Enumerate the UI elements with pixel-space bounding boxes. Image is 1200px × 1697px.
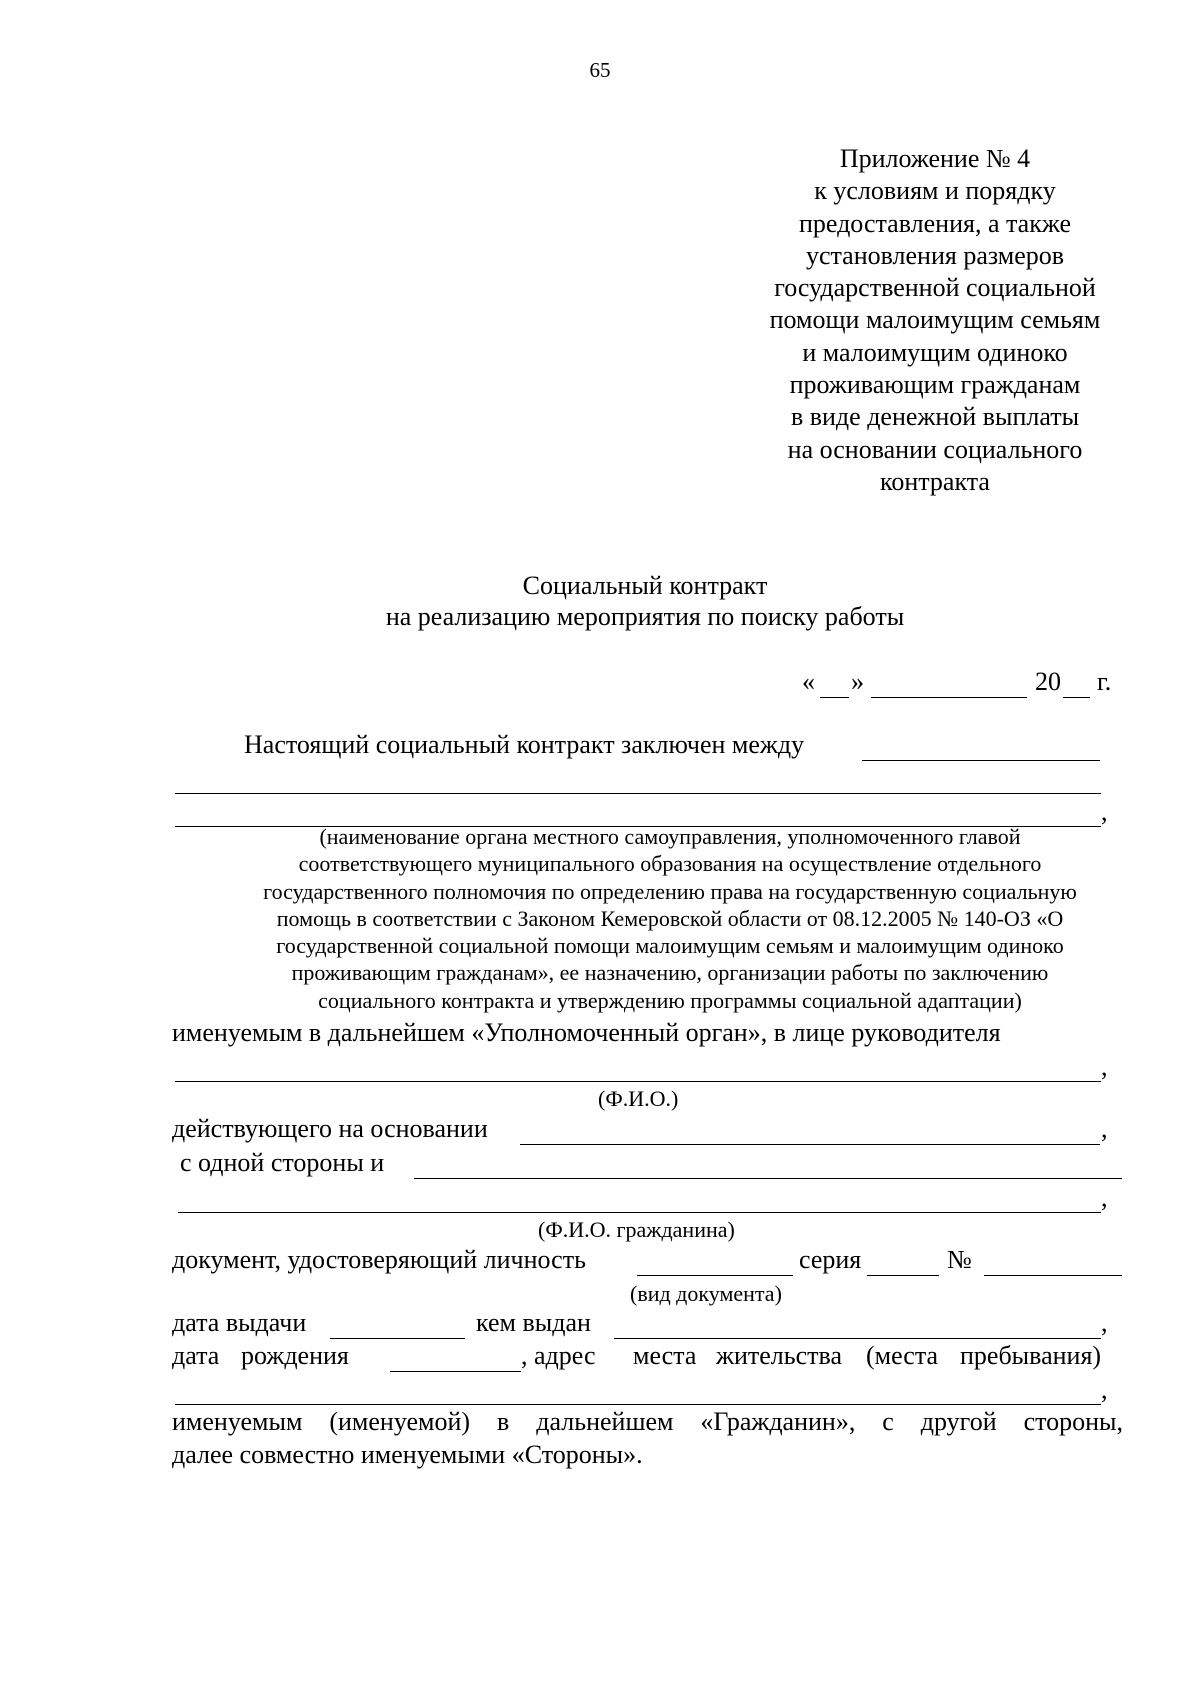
appendix-line: проживающим гражданам — [789, 370, 1081, 400]
comma: , — [1101, 1375, 1108, 1404]
caption-line: проживающим гражданам», ее назначению, организации работы по заключению — [291, 960, 1049, 986]
address-word: (места — [866, 1341, 939, 1370]
closing-word: дальнейшем — [536, 1407, 674, 1436]
authority-field-2[interactable] — [175, 793, 1101, 794]
doc-type-caption: (вид документа) — [630, 1281, 782, 1306]
head-fio-field[interactable] — [175, 1081, 1101, 1082]
address-field[interactable] — [175, 1404, 1101, 1405]
comma: , — [1101, 1183, 1108, 1212]
birth-date-field[interactable] — [390, 1371, 521, 1372]
issue-date-field[interactable] — [330, 1338, 465, 1339]
date-open-quote: « — [802, 667, 815, 696]
month-field[interactable] — [871, 697, 1027, 698]
appendix-line: контракта — [880, 466, 990, 496]
number-label: № — [947, 1245, 972, 1274]
authority-field-1[interactable] — [862, 760, 1100, 761]
closing-word: другой — [920, 1407, 997, 1436]
caption-line: социального контракта и утверждению программы социальной адаптации) — [318, 987, 1022, 1013]
one-side-text: с одной стороны и — [180, 1148, 385, 1177]
caption-line: соответствующего муниципального образования на осуществление отдельного — [298, 851, 1042, 877]
appendix-line: помощи малоимущим семьям — [769, 305, 1101, 335]
issued-by-label: кем выдан — [476, 1308, 591, 1337]
appendix-line: к условиям и порядку — [814, 176, 1056, 206]
citizen-field-1[interactable] — [414, 1178, 1122, 1179]
authority-caption — [150, 823, 1190, 1014]
named-as-text: именуемым в дальнейшем «Уполномоченный орган», в лице руководителя — [172, 1018, 1001, 1047]
closing-line-1 — [172, 1407, 1123, 1437]
address-word: , адрес — [521, 1341, 596, 1370]
caption-line: государственного полномочия по определению права на государственную социальную — [263, 878, 1077, 904]
citizen-field-2[interactable] — [178, 1212, 1101, 1213]
basis-field[interactable] — [520, 1144, 1100, 1145]
closing-word: (именуемой) — [329, 1407, 471, 1436]
intro-text: Настоящий социальный контракт заключен между — [244, 730, 805, 759]
number-field[interactable] — [984, 1275, 1122, 1276]
day-field[interactable] — [820, 697, 849, 698]
appendix-line: на основании социального — [787, 434, 1083, 464]
comma: , — [1101, 1114, 1108, 1143]
comma: , — [1101, 1052, 1108, 1081]
closing-word: именуемым — [172, 1407, 303, 1436]
date-close-quote: » — [851, 667, 864, 696]
caption-line: государственной социальной помощи малоимущим семьям и малоимущим одиноко — [276, 933, 1064, 959]
closing-word: стороны, — [1023, 1407, 1124, 1436]
issue-date-label: дата выдачи — [172, 1308, 307, 1337]
appendix-line: и малоимущим одиноко — [802, 337, 1068, 367]
closing-word: «Гражданин», — [700, 1407, 856, 1436]
series-label: серия — [799, 1245, 862, 1274]
document-title: Социальный контракт — [522, 571, 768, 600]
closing-word: с — [882, 1407, 894, 1436]
appendix-line: государственной социальной — [774, 273, 1096, 303]
comma: , — [1101, 1308, 1108, 1337]
appendix-line: установления размеров — [805, 240, 1065, 270]
appendix-header — [700, 143, 1170, 498]
document-subtitle: на реализацию мероприятия по поиску работы — [385, 602, 905, 631]
appendix-line: предоставления, а также — [798, 208, 1072, 238]
address-word: места — [633, 1341, 697, 1370]
address-word: жительства — [716, 1341, 842, 1370]
closing-line-2: далее совместно именуемыми «Стороны». — [172, 1440, 643, 1469]
page-number: 65 — [589, 58, 611, 82]
citizen-caption: (Ф.И.О. гражданина) — [538, 1217, 735, 1242]
closing-word: в — [497, 1407, 510, 1436]
appendix-line: в виде денежной выплаты — [790, 402, 1080, 432]
birth-word: дата — [172, 1341, 220, 1370]
appendix-line: Приложение № 4 — [839, 144, 1031, 173]
series-field[interactable] — [867, 1275, 939, 1276]
issued-by-field[interactable] — [614, 1338, 1101, 1339]
birth-word: рождения — [241, 1341, 349, 1370]
year-suffix: г. — [1097, 667, 1112, 696]
fio-caption: (Ф.И.О.) — [598, 1086, 679, 1111]
comma: , — [1101, 797, 1108, 826]
year-field[interactable] — [1063, 697, 1090, 698]
acting-basis-text: действующего на основании — [172, 1114, 488, 1143]
doc-type-field[interactable] — [637, 1275, 793, 1276]
id-doc-label: документ, удостоверяющий личность — [172, 1245, 586, 1274]
caption-line: помощь в соответствии с Законом Кемеровской области от 08.12.2005 № 140-ОЗ «О — [276, 905, 1064, 931]
year-prefix: 20 — [1035, 667, 1061, 696]
address-word: пребывания) — [960, 1341, 1102, 1370]
caption-line: (наименование органа местного самоуправления, уполномоченного главой — [319, 824, 1021, 849]
